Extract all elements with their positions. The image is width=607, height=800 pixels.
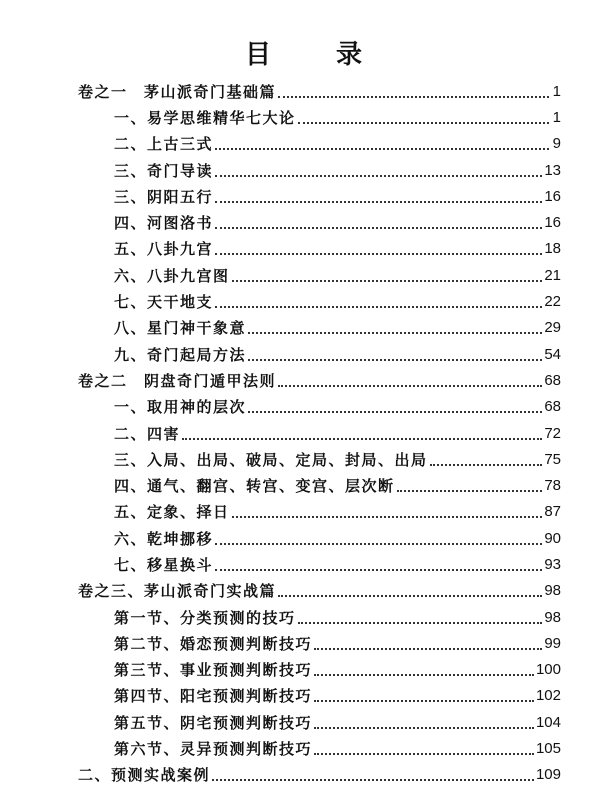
dot-leader [212, 764, 534, 781]
toc-entry-label: 五、定象、择日 [114, 503, 230, 522]
toc-entry-page-number: 98 [544, 582, 561, 600]
toc-entry-label: 三、阴阳五行 [114, 187, 214, 206]
toc-entry [0, 262, 607, 288]
toc-entry [0, 735, 607, 761]
toc-entry-label: 七、移星换斗 [114, 555, 214, 574]
toc-entry-page-number: 18 [544, 240, 561, 258]
toc-entry-label: 六、八卦九宫图 [114, 266, 230, 285]
toc-entry [0, 709, 607, 735]
toc-entry-label: 三、奇门导读 [114, 161, 214, 180]
dot-leader [182, 423, 542, 440]
dot-leader [248, 344, 542, 361]
dot-leader [314, 685, 534, 702]
toc-entry-page-number: 29 [544, 319, 561, 337]
toc-entry [0, 288, 607, 314]
toc-entry-page-number: 93 [544, 555, 561, 573]
dot-leader [314, 633, 542, 650]
toc-entry-label: 第四节、阳宅预测判断技巧 [114, 687, 313, 706]
toc-entry-label: 第三节、事业预测判断技巧 [114, 661, 313, 680]
toc-entry-page-number: 75 [544, 450, 561, 468]
dot-leader [314, 712, 534, 729]
toc-list [0, 78, 607, 788]
dot-leader [232, 501, 543, 518]
dot-leader [232, 265, 543, 282]
dot-leader [278, 81, 549, 98]
dot-leader [215, 528, 542, 545]
toc-entry-label: 第二节、婚恋预测判断技巧 [114, 634, 313, 653]
toc-entry [0, 104, 607, 130]
toc-entry-page-number: 68 [544, 371, 561, 389]
toc-entry-label: 二、上古三式 [114, 135, 214, 154]
toc-entry [0, 630, 607, 656]
toc-entry-label: 卷之二 阴盘奇门遁甲法则 [78, 371, 277, 390]
toc-section-entry [0, 762, 607, 788]
toc-entry [0, 131, 607, 157]
toc-entry-page-number: 54 [544, 345, 561, 363]
toc-entry-label: 一、取用神的层次 [114, 398, 247, 417]
dot-leader [215, 554, 542, 571]
toc-entry-page-number: 90 [544, 529, 561, 547]
dot-leader [430, 449, 543, 466]
toc-entry-page-number: 98 [544, 608, 561, 626]
toc-entry-label: 四、通气、翻宫、转宫、变宫、层次断 [114, 477, 395, 496]
toc-entry-label: 卷之三、茅山派奇门实战篇 [78, 582, 277, 601]
dot-leader [248, 396, 542, 413]
toc-entry-page-number: 1 [552, 82, 561, 100]
toc-entry-page-number: 13 [544, 161, 561, 179]
toc-entry-page-number: 99 [544, 634, 561, 652]
toc-entry-label: 第一节、分类预测的技巧 [114, 608, 296, 627]
toc-entry [0, 683, 607, 709]
toc-section-entry [0, 578, 607, 604]
toc-section-entry [0, 367, 607, 393]
toc-entry-page-number: 104 [535, 713, 561, 731]
toc-entry-label: 五、八卦九宫 [114, 240, 214, 259]
dot-leader [215, 160, 542, 177]
toc-entry-page-number: 16 [544, 187, 561, 205]
toc-entry-page-number: 68 [544, 398, 561, 416]
dot-leader [278, 370, 542, 387]
toc-entry-label: 一、易学思维精华七大论 [114, 108, 296, 127]
dot-leader [314, 659, 534, 676]
toc-entry-label: 六、乾坤挪移 [114, 529, 214, 548]
toc-entry-page-number: 109 [535, 766, 561, 784]
dot-leader [215, 291, 542, 308]
dot-leader [298, 607, 543, 624]
toc-entry-label: 八、星门神干象意 [114, 319, 247, 338]
toc-entry [0, 420, 607, 446]
toc-entry-label: 七、天干地支 [114, 293, 214, 312]
toc-entry-page-number: 105 [535, 740, 561, 758]
dot-leader [215, 186, 542, 203]
dot-leader [215, 238, 542, 255]
toc-entry [0, 341, 607, 367]
toc-entry-label: 第六节、灵异预测判断技巧 [114, 740, 313, 759]
toc-entry [0, 315, 607, 341]
dot-leader [278, 580, 542, 597]
toc-entry-page-number: 21 [544, 266, 561, 284]
dot-leader [248, 317, 542, 334]
toc-entry [0, 157, 607, 183]
toc-entry-label: 二、预测实战案例 [78, 766, 211, 785]
toc-entry [0, 657, 607, 683]
toc-entry [0, 551, 607, 577]
toc-section-entry [0, 78, 607, 104]
toc-entry-label: 四、河图洛书 [114, 214, 214, 233]
toc-entry [0, 604, 607, 630]
toc-entry-label: 九、奇门起局方法 [114, 345, 247, 364]
toc-entry-page-number: 72 [544, 424, 561, 442]
toc-entry-page-number: 22 [544, 293, 561, 311]
toc-entry-page-number: 87 [544, 503, 561, 521]
dot-leader [314, 738, 534, 755]
toc-entry [0, 394, 607, 420]
toc-entry-page-number: 102 [535, 687, 561, 705]
toc-entry [0, 525, 607, 551]
toc-entry [0, 236, 607, 262]
dot-leader [298, 107, 549, 124]
dot-leader [215, 133, 549, 150]
toc-entry [0, 499, 607, 525]
dot-leader [215, 212, 542, 229]
toc-entry-page-number: 100 [535, 661, 561, 679]
toc-entry-page-number: 1 [552, 108, 561, 126]
page-title: 目 录 [244, 40, 391, 70]
toc-entry [0, 183, 607, 209]
toc-entry [0, 472, 607, 498]
toc-entry-label: 第五节、阴宅预测判断技巧 [114, 713, 313, 732]
toc-entry-label: 卷之一 茅山派奇门基础篇 [78, 82, 277, 101]
toc-entry-label: 三、入局、出局、破局、定局、封局、出局 [114, 450, 428, 469]
toc-entry-page-number: 9 [552, 135, 561, 153]
toc-entry-label: 二、四害 [114, 424, 181, 443]
toc-entry [0, 446, 607, 472]
toc-entry-page-number: 78 [544, 477, 561, 495]
dot-leader [397, 475, 543, 492]
toc-entry [0, 209, 607, 235]
toc-entry-page-number: 16 [544, 214, 561, 232]
